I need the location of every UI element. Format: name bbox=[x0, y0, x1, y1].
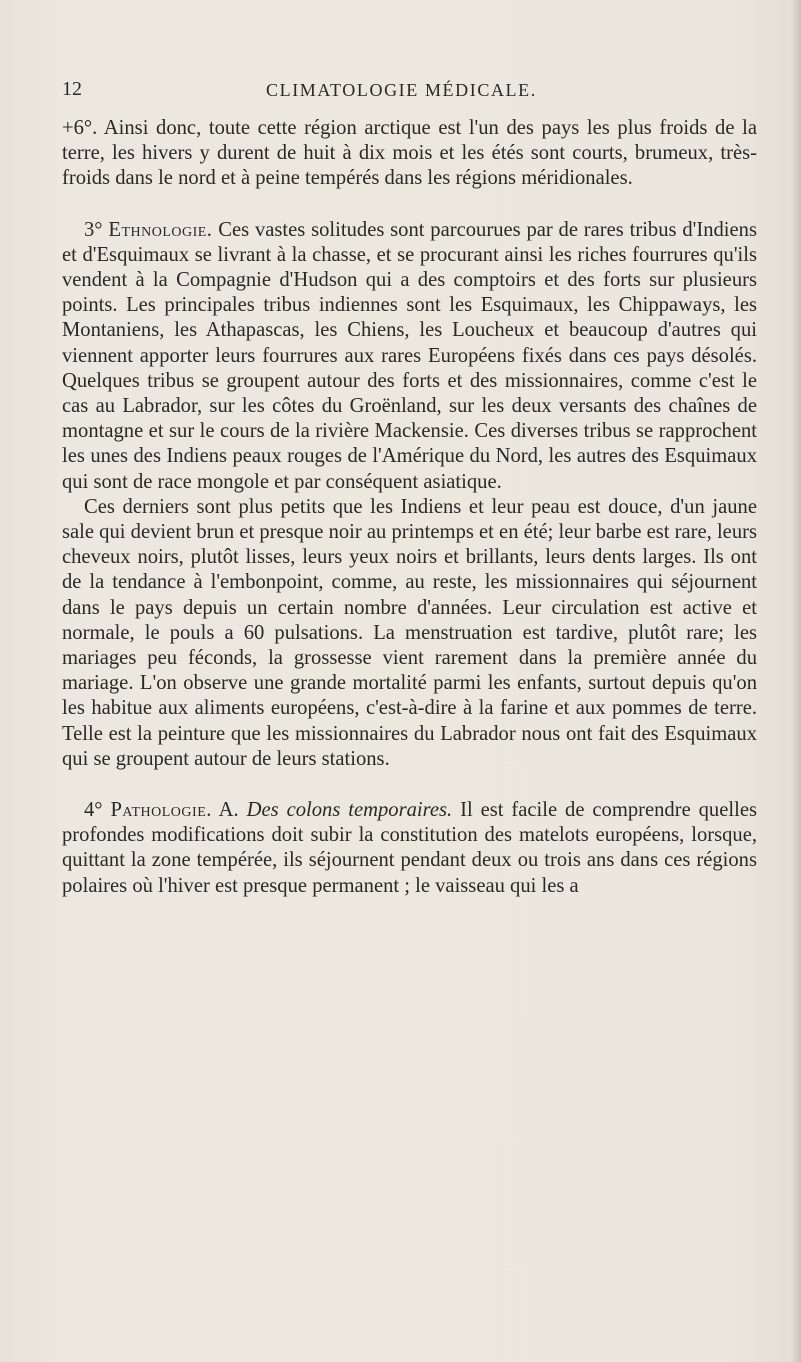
paragraph-esquimaux: Ces derniers sont plus petits que les Indiens et leur peau est douce, d'un jaune sale qui devient brun et presque noir au printemps et en été; leur barbe est rare, leurs cheveux noirs, plutôt lisses, leurs yeux noirs et brillants, leurs dents larges. Ils ont de la tendance à l'embonpoint, comme, au reste, les missionnaires qui séjournent dans le pays depuis un certain nombre d'années. Leur circulation est active et normale, le pouls a 60 pulsations. La menstruation est tardive, plutôt rare; les mariages peu féconds, la grossesse vient rarement dans la première année du mariage. L'on observe une grande mortalité parmi les enfants, surtout depuis qu'on les habitue aux aliments européens, c'est-à-dire à la farine et aux pommes de terre. Telle est la peinture que les missionnaires du Labrador nous ont fait des Esquimaux qui se groupent autour de leurs stations. bbox=[62, 495, 757, 770]
paragraph-pathologie-text: Il est facile de comprendre quelles profondes modifications doit subir la constitution des matelots européens, lorsque, quittant la zone tempérée, ils séjournent pendant deux ou trois ans dans ces régions polaires où l'hiver est presque permanent ; le vaisseau qui les a bbox=[62, 799, 757, 897]
text-block bbox=[62, 78, 757, 899]
section-number: 3° bbox=[84, 218, 103, 241]
page-edge-shadow bbox=[791, 0, 801, 1362]
paragraph-arctic-climate: +6°. Ainsi donc, toute cette région arctique est l'un des pays les plus froids de la terre, les hivers y durent de huit à dix mois et les étés sont courts, brumeux, très-froids dans le nord et à peine tempérés dans les régions méridionales. bbox=[62, 117, 757, 190]
running-head bbox=[62, 78, 757, 114]
page-number: 12 bbox=[62, 78, 82, 100]
paragraph-pathologie bbox=[62, 798, 757, 899]
paragraph-ethnologie bbox=[62, 218, 757, 495]
running-title: CLIMATOLOGIE MÉDICALE. bbox=[266, 80, 537, 100]
section-heading-pathologie: Pathologie. bbox=[110, 799, 212, 822]
subsection-title: Des colons temporaires. bbox=[246, 799, 453, 822]
subsection-letter: A. bbox=[218, 799, 239, 822]
section-heading-ethnologie: Ethnologie. bbox=[108, 218, 213, 241]
section-number: 4° bbox=[84, 799, 103, 822]
paragraph-ethnologie-text: Ces vastes solitudes sont parcourues par de rares tribus d'Indiens et d'Esquimaux se livrant à la chasse, et se procurant ainsi les riches fourrures qu'ils vendent à la Compagnie d'Hudson qui a des comptoirs et des forts sur plusieurs points. Les principales tribus indiennes sont les Esquimaux, les Chippaways, les Montaniens, les Athapascas, les Chiens, les Loucheux et beaucoup d'autres qui viennent apporter leurs fourrures aux rares Européens fixés dans ces pays désolés. Quelques tribus se groupent autour des forts et des missionnaires, comme c'est le cas au Labrador, sur les côtes du Groënland, sur les deux versants des chaînes de montagne et sur le cours de la rivière Mackensie. Ces diverses tribus se rapprochent les unes des Indiens peaux rouges de l'Amérique du Nord, les autres des Esquimaux qui sont de race mongole et par conséquent asiatique. bbox=[62, 218, 757, 493]
